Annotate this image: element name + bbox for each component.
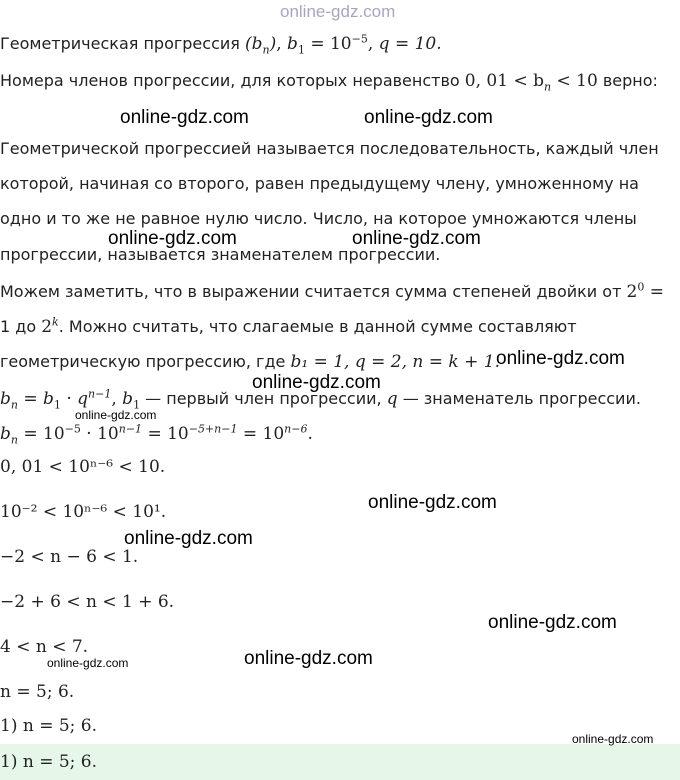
note-line-2: 1 до 2$^k$. Можно считать, что слагаемые в данной сумме составляют (0, 315, 577, 337)
calc-step-7: 1) n = 5; 6. (0, 716, 98, 736)
watermark: online-gdz.com (108, 228, 237, 249)
watermark-small: online-gdz.com (572, 732, 654, 746)
note-line-1: Можем заметить, что в выражении считается сумма степеней двойки от $2^0$ = (0, 280, 664, 302)
calc-step-1: 0, 01 < 10ⁿ⁻⁶ < 10. (0, 457, 166, 477)
formula-line: $b_n = b_1 \cdot q^{n-1}$, $b_1$ — первый член прогрессии, q — знаменатель прогрессии. (0, 387, 641, 412)
definition-line-4: прогрессии, называется знаменателем прогрессии. (0, 245, 441, 264)
watermark: online-gdz.com (352, 228, 481, 249)
task-condition: Геометрическая прогрессия $(b_n)$, $b_1 = 10^{-5}$, q = 10. (0, 32, 442, 57)
watermark: online-gdz.com (244, 648, 373, 669)
definition-line-2: которой, начиная со второго, равен предыдущему члену, умноженному на (0, 174, 639, 193)
answer-box (0, 744, 680, 780)
answer-text: 1) n = 5; 6. (0, 752, 98, 772)
task-question: Номера членов прогрессии, для которых неравенство 0, $01 < b_n < 10$ верно: (0, 71, 658, 94)
watermark: online-gdz.com (252, 372, 381, 393)
watermark: online-gdz.com (364, 107, 493, 128)
watermark: online-gdz.com (124, 528, 253, 549)
formula-substitution: $b_n = 10^{-5} \cdot 10^{n-1} = 10^{-5+n-1} = 10^{n-6}$. (0, 422, 313, 447)
watermark: online-gdz.com (488, 612, 617, 633)
note-line-3: геометрическую прогрессию, где b₁ = 1, q = 2, n = k + 1. (0, 352, 500, 372)
watermark-small: online-gdz.com (47, 656, 129, 670)
watermark: online-gdz.com (120, 107, 249, 128)
calc-step-6: n = 5; 6. (0, 682, 75, 702)
calc-step-5: 4 < n < 7. (0, 637, 89, 657)
calc-step-3: −2 < n − 6 < 1. (0, 547, 139, 567)
calc-step-4: −2 + 6 < n < 1 + 6. (0, 592, 175, 612)
watermark: online-gdz.com (496, 348, 625, 369)
watermark-small: online-gdz.com (75, 408, 157, 422)
definition-line-1: Геометрической прогрессией называется последовательность, каждый член (0, 139, 659, 158)
definition-line-3: одно и то же не равное нулю число. Число, на которое умножаются члены (0, 209, 637, 228)
calc-step-2: 10⁻² < 10ⁿ⁻⁶ < 10¹. (0, 502, 167, 522)
watermark: online-gdz.com (368, 492, 497, 513)
watermark-top: online-gdz.com (280, 2, 396, 21)
